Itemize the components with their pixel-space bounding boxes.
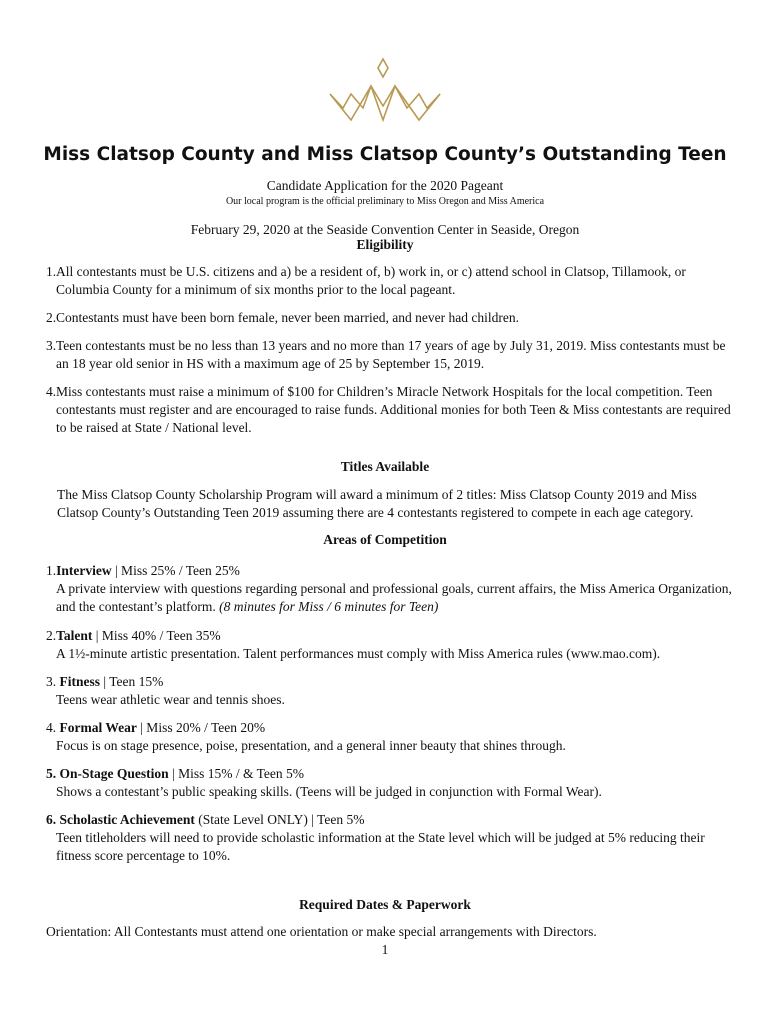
- area-description: Teen titleholders will need to provide scholastic information at the State level which will be judged at 5% reducing their fitness score percentage to 10%.: [56, 830, 705, 863]
- page-title: Miss Clatsop County and Miss Clatsop County’s Outstanding Teen: [43, 144, 727, 165]
- eligibility-heading: Eligibility: [356, 237, 414, 252]
- area-name: On-Stage Question: [59, 766, 169, 781]
- titles-text: The Miss Clatsop County Scholarship Program will award a minimum of 2 titles: Miss Clatsop County 2019 and Miss Clatsop County’s Outstanding Teen 2019 assuming there are 4 contestants registered to compete in each age category.: [57, 487, 697, 520]
- area-name: Scholastic Achievement: [59, 812, 195, 827]
- area-weights: | Miss 40% / Teen 35%: [92, 628, 221, 643]
- area-weights: | Miss 20% / Teen 20%: [136, 720, 266, 735]
- competition-area: [46, 719, 736, 755]
- eligibility-item: [46, 337, 736, 373]
- area-description: A private interview with questions regarding personal and professional goals, current affairs, the Miss America Organization, and the contestant’s platform.: [56, 581, 732, 614]
- area-weights: | Miss 25% / Teen 25%: [111, 563, 240, 578]
- area-name: Formal Wear: [59, 720, 137, 735]
- area-time-note: (8 minutes for Miss / 6 minutes for Teen): [219, 599, 439, 614]
- eligibility-item: [46, 383, 736, 437]
- eligibility-item: [46, 309, 736, 327]
- competition-area: [46, 765, 736, 801]
- eligibility-text: Teen contestants must be no less than 13 years and no more than 17 years of age by July 31, 2019. Miss contestants must be an 18 year old senior in HS with a maximum age of 25 by September 15, 2019.: [56, 338, 726, 371]
- competition-area: [46, 627, 736, 663]
- eligibility-text: All contestants must be U.S. citizens and a) be a resident of, b) work in, or c) attend school in Clatsop, Tillamook, or Columbia County for a minimum of six months prior to the local pageant.: [56, 264, 686, 297]
- area-weights: | Teen 15%: [100, 674, 164, 689]
- area-description: Teens wear athletic wear and tennis shoes.: [56, 692, 285, 707]
- list-number: 4.: [46, 720, 60, 735]
- area-name: Fitness: [59, 674, 100, 689]
- list-number: 4.: [46, 384, 57, 399]
- titles-heading: Titles Available: [340, 459, 430, 474]
- orientation-text: Orientation: All Contestants must attend one orientation or make special arrangements with Directors.: [46, 924, 597, 939]
- event-date-line: February 29, 2020 at the Seaside Convention Center in Seaside, Oregon: [190, 222, 580, 237]
- eligibility-text: Contestants must have been born female, never been married, and never had children.: [56, 310, 519, 325]
- competition-area: [46, 673, 736, 709]
- area-name: Talent: [56, 628, 93, 643]
- area-description: A 1½-minute artistic presentation. Talent performances must comply with Miss America rules (www.mao.com).: [56, 646, 661, 661]
- area-weights: (State Level ONLY) | Teen 5%: [194, 812, 365, 827]
- competition-area: [46, 562, 736, 616]
- competition-area: [46, 811, 736, 865]
- list-number: 3.: [46, 674, 60, 689]
- list-number: 5.: [46, 766, 60, 781]
- area-description: Focus is on stage presence, poise, presentation, and a general inner beauty that shines through.: [56, 738, 566, 753]
- list-number: 6.: [46, 812, 60, 827]
- list-number: 2.: [46, 628, 57, 643]
- list-number: 2.: [46, 310, 57, 325]
- competition-heading: Areas of Competition: [323, 532, 447, 547]
- page-number: 1: [381, 942, 389, 957]
- area-name: Interview: [56, 563, 112, 578]
- application-subtitle: Candidate Application for the 2020 Pageant: [266, 178, 504, 193]
- dates-heading: Required Dates & Paperwork: [299, 897, 471, 912]
- eligibility-text: Miss contestants must raise a minimum of $100 for Children’s Miracle Network Hospitals for the local competition. Teen contestants must register and are encouraged to raise funds. Additional monies for both Teen & Miss contestants are required to be raised at State / National level.: [56, 384, 731, 435]
- crown-logo-icon: [327, 56, 443, 122]
- list-number: 1.: [46, 563, 57, 578]
- list-number: 3.: [46, 338, 57, 353]
- preliminary-note: Our local program is the official preliminary to Miss Oregon and Miss America: [225, 196, 545, 207]
- area-weights: | Miss 15% / & Teen 5%: [168, 766, 305, 781]
- list-number: 1.: [46, 264, 57, 279]
- area-description: Shows a contestant’s public speaking skills. (Teens will be judged in conjunction with Formal Wear).: [56, 784, 602, 799]
- eligibility-item: [46, 263, 736, 299]
